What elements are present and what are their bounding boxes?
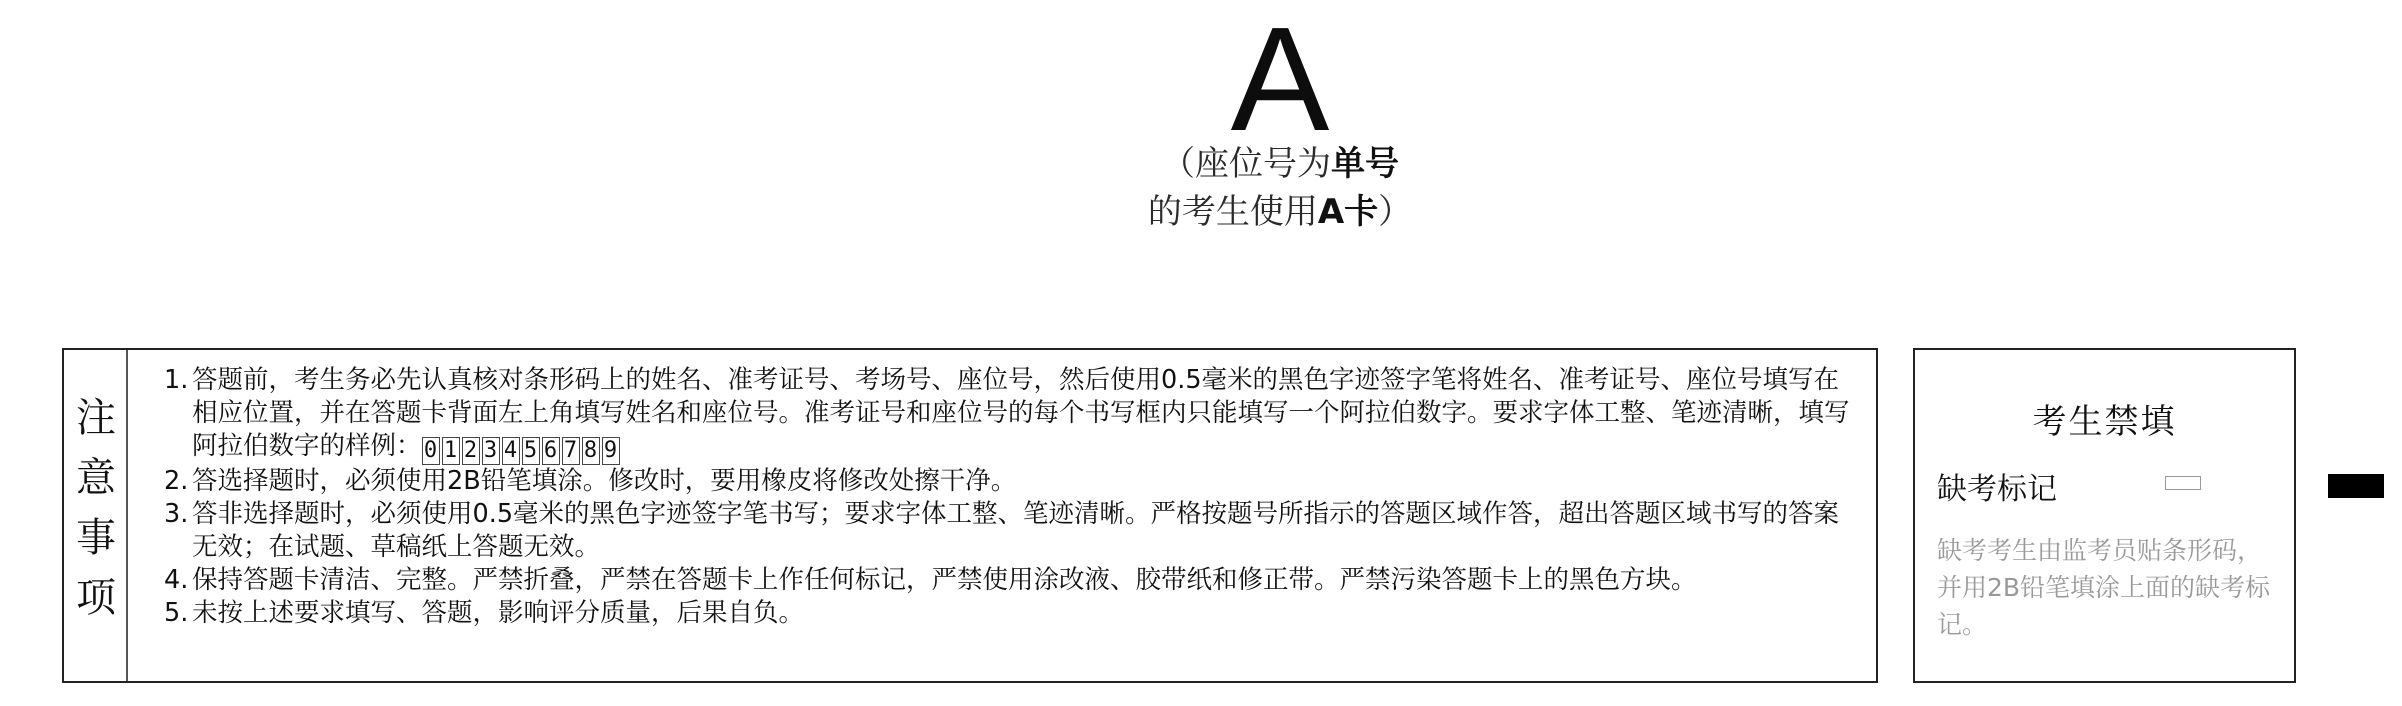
digit-sample-box: 3 bbox=[482, 437, 500, 465]
digit-sample-box: 2 bbox=[462, 437, 480, 465]
digit-sample-box: 1 bbox=[442, 437, 460, 465]
digit-sample-box: 7 bbox=[562, 437, 580, 465]
absent-instruction: 缺考考生由监考员贴条形码，并用2B铅笔填涂上面的缺考标记。 bbox=[1937, 536, 2271, 639]
subtitle-line1-text: （座位号为 bbox=[1161, 144, 1331, 184]
notice-item-text: 答选择题时，必须使用2B铅笔填涂。修改时，要用橡皮将修改处擦干净。 bbox=[192, 466, 1017, 496]
notice-item bbox=[164, 465, 1864, 498]
notice-item-number: 2. bbox=[164, 466, 189, 496]
notice-item bbox=[164, 498, 1864, 564]
notice-title-char: 注 bbox=[76, 395, 116, 441]
notice-box bbox=[62, 348, 1878, 683]
subtitle-line1-bold: 单号 bbox=[1331, 144, 1399, 184]
staff-only-title: 考生禁填 bbox=[2032, 402, 2177, 442]
notice-title bbox=[64, 350, 128, 681]
card-type-letter: A bbox=[1230, 0, 1330, 162]
digit-sample-box: 5 bbox=[522, 437, 540, 465]
positioning-block bbox=[2328, 474, 2384, 498]
digit-sample-box: 4 bbox=[502, 437, 520, 465]
notice-item-number: 3. bbox=[164, 499, 189, 529]
notice-item-number: 4. bbox=[164, 565, 189, 595]
subtitle-line-2 bbox=[1030, 188, 1530, 236]
notice-item-text: 未按上述要求填写、答题，影响评分质量，后果自负。 bbox=[192, 598, 805, 628]
notice-item-number: 1. bbox=[164, 365, 189, 395]
notice-item bbox=[164, 364, 1864, 465]
absent-mark-label: 缺考标记 bbox=[1937, 472, 2057, 507]
notice-title-char: 意 bbox=[76, 455, 116, 501]
subtitle-line2-bold: A卡 bbox=[1317, 192, 1379, 232]
notice-item-number: 5. bbox=[164, 598, 189, 628]
notice-item bbox=[164, 597, 1864, 630]
digit-sample bbox=[422, 431, 622, 461]
digit-sample-box: 8 bbox=[582, 437, 600, 465]
subtitle-line2-close: ） bbox=[1378, 192, 1413, 232]
absent-mark-box[interactable] bbox=[2165, 476, 2201, 490]
notice-title-char: 事 bbox=[76, 515, 116, 561]
subtitle-line-1 bbox=[1030, 140, 1530, 188]
notice-title-char: 项 bbox=[76, 575, 116, 621]
digit-sample-box: 6 bbox=[542, 437, 560, 465]
notice-item bbox=[164, 564, 1864, 597]
notice-list bbox=[164, 364, 1864, 630]
staff-only-box bbox=[1913, 348, 2296, 683]
subtitle-line2-text: 的考生使用 bbox=[1147, 192, 1318, 232]
notice-item-text: 答题前，考生务必先认真核对条形码上的姓名、准考证号、考场号、座位号，然后使用0.5毫米的黑色字迹签字笔将姓名、准考证号、座位号填写在相应位置，并在答题卡背面左上角填写姓名和座位号。准考证号和座位号的每个书写框内只能填写一个阿拉伯数字。要求字体工整、笔迹清晰，填写阿拉伯数字的样例： bbox=[192, 365, 1850, 461]
digit-sample-box: 0 bbox=[422, 437, 440, 465]
notice-item-text: 答非选择题时，必须使用0.5毫米的黑色字迹签字笔书写；要求字体工整、笔迹清晰。严格按题号所指示的答题区域作答，超出答题区域书写的答案无效；在试题、草稿纸上答题无效。 bbox=[192, 499, 1840, 562]
notice-item-text: 保持答题卡清洁、完整。严禁折叠，严禁在答题卡上作任何标记，严禁使用涂改液、胶带纸和修正带。严禁污染答题卡上的黑色方块。 bbox=[192, 565, 1697, 595]
card-usage-subtitle bbox=[1030, 140, 1530, 236]
digit-sample-box: 9 bbox=[602, 437, 620, 465]
